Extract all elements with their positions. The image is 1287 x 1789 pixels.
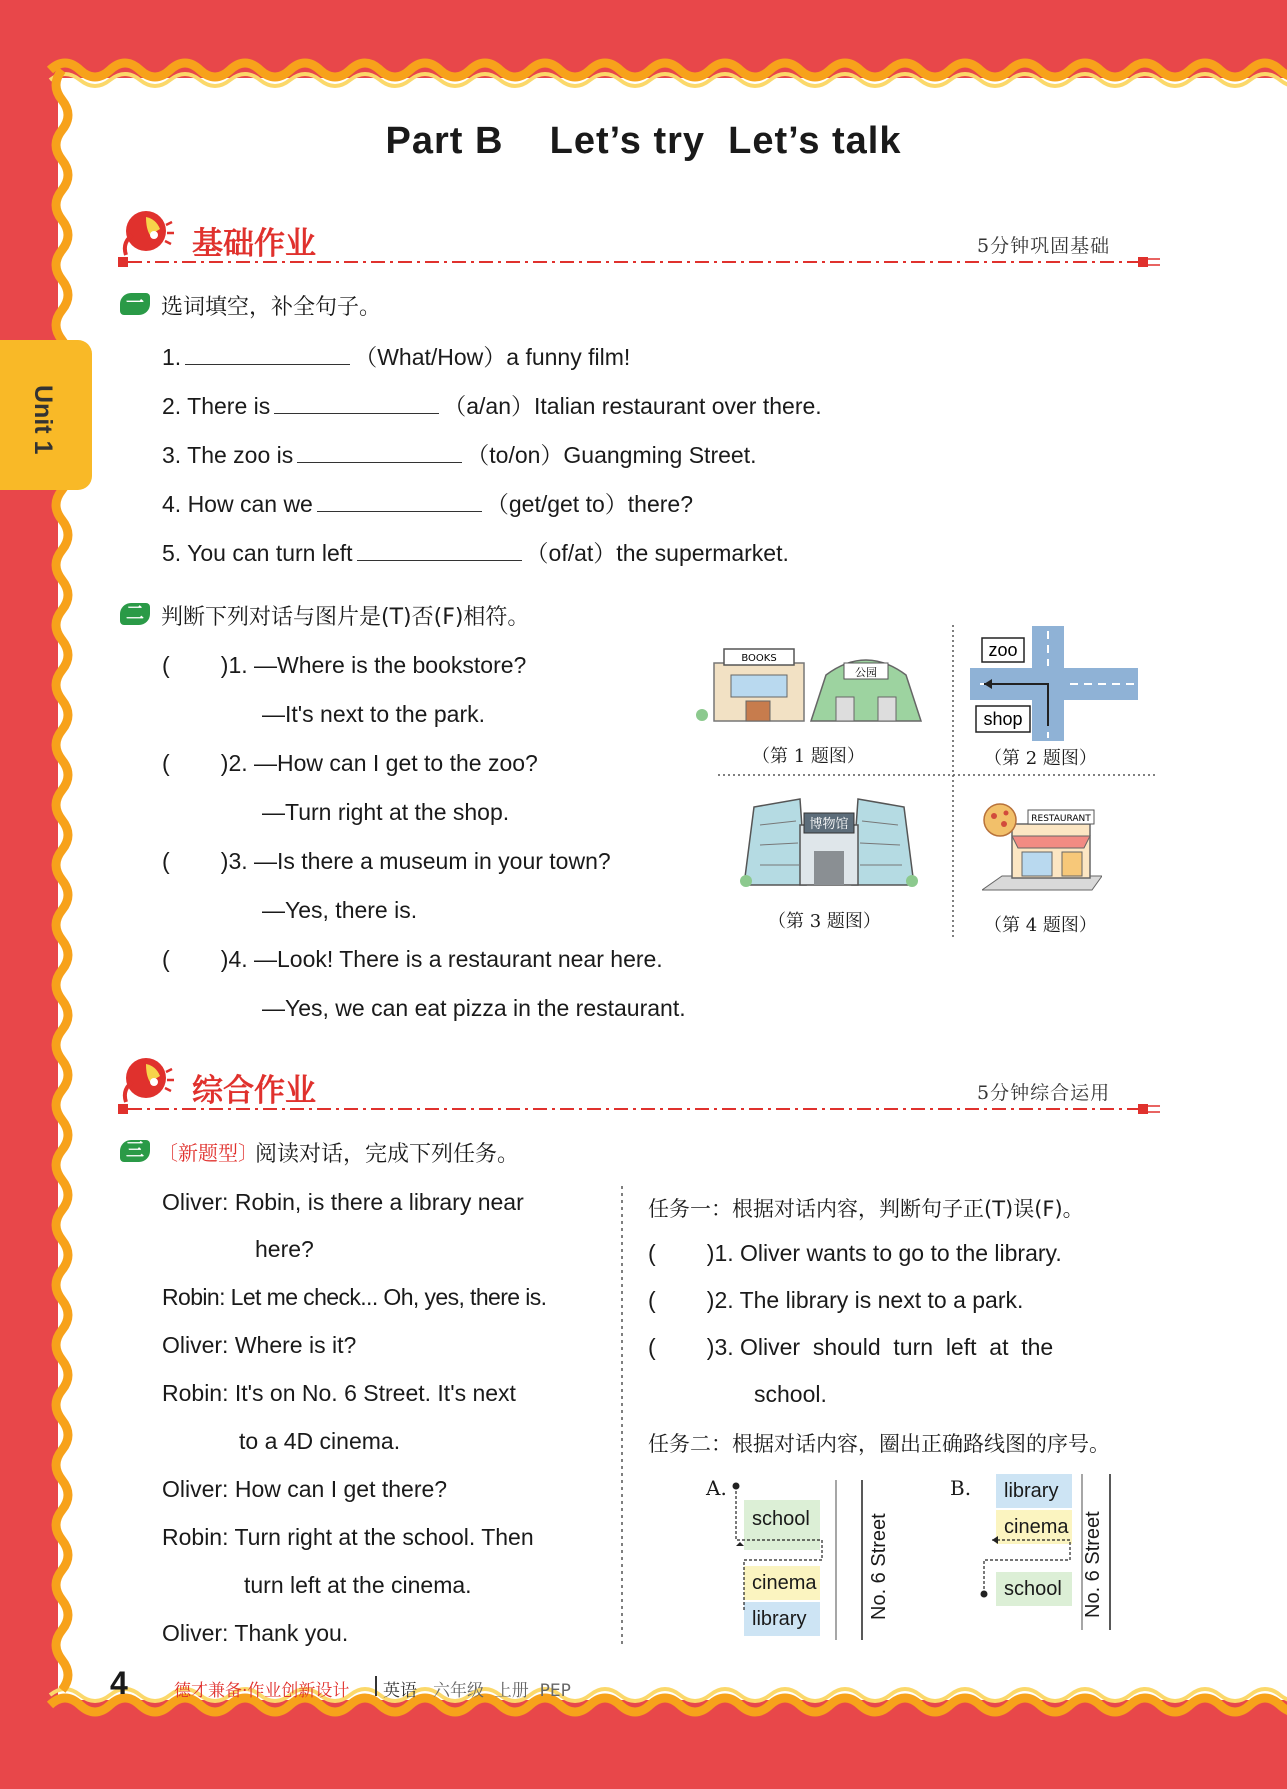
q2-item-3-answer: —Yes, there is.	[262, 897, 418, 923]
dialogue-line-2: here?	[255, 1236, 314, 1262]
q2-item-2-question: ( )2. —How can I get to the zoo?	[162, 750, 538, 776]
shop-label: shop	[983, 709, 1023, 729]
task-1-heading: 任务一：根据对话内容，判断句子正(T)误(F)。	[648, 1197, 1084, 1221]
dialogue-line-4: Oliver: Where is it?	[162, 1332, 357, 1358]
question-3-badge: 三	[120, 1140, 150, 1162]
restaurant-sign: RESTAURANT	[1031, 814, 1091, 824]
page-title: Part B Let’s try Let’s talk	[385, 120, 902, 162]
map-a-route	[730, 1480, 870, 1645]
answer-blank[interactable]	[357, 540, 522, 561]
question-2-badge: 二	[120, 603, 150, 625]
answer-blank[interactable]	[185, 344, 350, 365]
map-a-library: library	[752, 1608, 807, 1630]
dialogue-line-8: Robin: Turn right at the school. Then	[162, 1524, 534, 1550]
task-1-item-1: ( )1. Oliver wants to go to the library.	[648, 1240, 1062, 1266]
new-type-tag: 〔新题型〕	[158, 1141, 258, 1165]
section-comprehensive-title: 综合作业	[192, 1073, 316, 1109]
dialogue-line-5: Robin: It's on No. 6 Street. It's next	[162, 1380, 516, 1406]
footer-subject: 英语	[383, 1681, 417, 1701]
map-b-library: library	[1004, 1480, 1059, 1502]
section-divider	[118, 1102, 1160, 1116]
unit-tab-label: Unit 1	[29, 385, 57, 455]
zoo-label: zoo	[988, 640, 1018, 660]
map-a-cinema: cinema	[752, 1572, 817, 1594]
task-1-item-2: ( )2. The library is next to a park.	[648, 1287, 1024, 1313]
bookstore-park-picture	[696, 645, 928, 727]
section-basic-time: 5分钟巩固基础	[977, 235, 1111, 257]
dialogue-line-3: Robin: Let me check... Oh, yes, there is.	[162, 1284, 547, 1310]
map-b-label: B.	[950, 1476, 972, 1500]
museum-picture	[740, 795, 918, 895]
picture-3-caption: （第 3 题图）	[768, 911, 881, 932]
dialogue-line-10: Oliver: Thank you.	[162, 1620, 349, 1646]
q2-item-1-answer: —It's next to the park.	[262, 701, 485, 727]
dialogue-line-6: to a 4D cinema.	[239, 1428, 401, 1454]
museum-sign: 博物馆	[809, 817, 849, 832]
map-b-street: No. 6 Street	[1082, 1511, 1104, 1618]
question-2-heading: 判断下列对话与图片是(T)否(F)相符。	[161, 605, 530, 630]
q2-item-2-answer: —Turn right at the shop.	[262, 799, 510, 825]
picture-4-caption: （第 4 题图）	[984, 915, 1097, 936]
section-divider	[118, 255, 1160, 269]
dialogue-line-1: Oliver: Robin, is there a library near	[162, 1189, 524, 1215]
answer-blank[interactable]	[297, 442, 462, 463]
q1-item-4: 4. How can we （get/get to）there?	[162, 491, 693, 517]
q1-item-1: 1. （What/How）a funny film!	[162, 344, 631, 370]
bookstore-sign: BOOKS	[741, 653, 777, 664]
task-1-item-3: ( )3. Oliver should turn left at the	[648, 1334, 1054, 1360]
q1-item-5: 5. You can turn left （of/at）the supermarket.	[162, 540, 789, 566]
footer-series: 德才兼备·作业创新设计	[174, 1681, 350, 1701]
street-map-picture	[970, 626, 1138, 741]
dialogue-line-7: Oliver: How can I get there?	[162, 1476, 448, 1502]
q2-item-3-question: ( )3. —Is there a museum in your town?	[162, 848, 611, 874]
park-sign: 公园	[855, 666, 877, 679]
footer-divider	[375, 1676, 377, 1696]
q1-item-2: 2. There is （a/an）Italian restaurant over there.	[162, 393, 822, 419]
map-b-cinema: cinema	[1004, 1516, 1069, 1538]
map-a-school: school	[752, 1508, 810, 1530]
question-1-badge: 一	[120, 293, 150, 315]
page-number: 4	[110, 1665, 128, 1701]
q2-item-1-question: ( )1. —Where is the bookstore?	[162, 652, 527, 678]
q2-item-4-question: ( )4. —Look! There is a restaurant near here.	[162, 946, 663, 972]
task-1-item-3-cont: school.	[754, 1381, 827, 1407]
answer-blank[interactable]	[274, 393, 439, 414]
section-basic-title: 基础作业	[192, 226, 316, 262]
dialogue-line-9: turn left at the cinema.	[244, 1572, 472, 1598]
picture-1-caption: （第 1 题图）	[752, 746, 865, 767]
map-a-label: A.	[706, 1476, 727, 1500]
q2-item-4-answer: —Yes, we can eat pizza in the restaurant.	[262, 995, 686, 1021]
answer-blank[interactable]	[317, 491, 482, 512]
question-1-heading: 选词填空，补全句子。	[161, 295, 382, 320]
footer-grade: 六年级 上册 PEP	[433, 1681, 571, 1701]
map-b-school: school	[1004, 1578, 1062, 1600]
column-divider	[620, 1186, 624, 1648]
task-2-heading: 任务二：根据对话内容，圈出正确路线图的序号。	[648, 1432, 1110, 1456]
restaurant-picture	[982, 798, 1102, 898]
question-3-heading: 阅读对话，完成下列任务。	[255, 1142, 520, 1167]
section-comprehensive-time: 5分钟综合运用	[977, 1082, 1111, 1104]
picture-2-caption: （第 2 题图）	[984, 748, 1097, 769]
q1-item-3: 3. The zoo is （to/on）Guangming Street.	[162, 442, 757, 468]
map-a-street: No. 6 Street	[868, 1513, 890, 1620]
